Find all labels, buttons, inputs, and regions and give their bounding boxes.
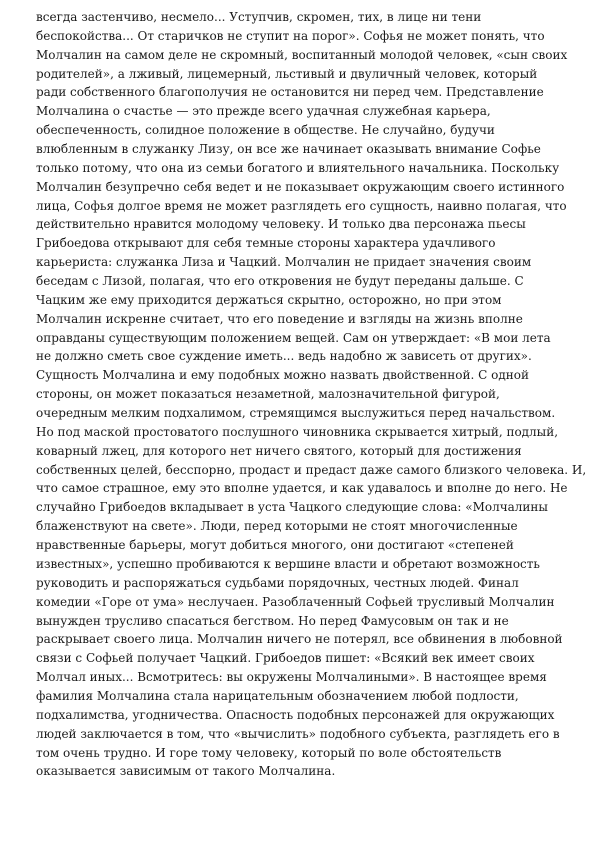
text-line: раскрывает своего лица. Молчалин ничего не потерял, все обвинения в любовной [36, 632, 563, 647]
text-line: руководить и распоряжаться судьбами порядочных, честных людей. Финал [36, 575, 519, 590]
text-line: Сущность Молчалина и ему подобных можно назвать двойственной. С одной [36, 368, 529, 383]
essay-text [36, 8, 595, 781]
text-line: Молчал иных... Всмотритесь: вы окружены Молчалиными». В настоящее время [36, 670, 547, 685]
text-line: не должно сметь свое суждение иметь... ведь надобно ж зависеть от других». [36, 349, 532, 364]
text-line: известных», успешно пробиваются к вершине власти и обретают возможность [36, 556, 540, 571]
text-line: беседам с Лизой, полагая, что его откровения не будут переданы дальше. С [36, 274, 524, 289]
text-line: случайно Грибоедов вкладывает в уста Чацкого следующие слова: «Молчалины [36, 500, 548, 515]
text-line: комедии «Горе от ума» неслучаен. Разоблаченный Софьей трусливый Молчалин [36, 594, 555, 609]
text-line: стороны, он может показаться незаметной, малозначительной фигурой, [36, 387, 500, 402]
text-line: нравственные барьеры, могут добиться многого, они достигают «степеней [36, 538, 514, 553]
text-line: вынужден трусливо спасаться бегством. Но перед Фамусовым он так и не [36, 613, 509, 628]
text-line: влюбленным в служанку Лизу, он все же начинает оказывать внимание Софье [36, 142, 541, 157]
text-line: подхалимства, угодничества. Опасность подобных персонажей для окружающих [36, 707, 555, 722]
text-line: блаженствуют на свете». Люди, перед которыми не стоят многочисленные [36, 519, 518, 534]
text-line: ради собственного благополучия не остановится ни перед чем. Представление [36, 85, 544, 100]
text-line: Молчалин искренне считает, что его поведение и взгляды на жизнь вполне [36, 311, 523, 326]
text-line: Чацким же ему приходится держаться скрытно, осторожно, но при этом [36, 292, 502, 307]
text-line: Грибоедова открывают для себя темные стороны характера удачливого [36, 236, 496, 251]
text-line: действительно нравится молодому человеку. И только два персонажа пьесы [36, 217, 526, 232]
text-line: людей заключается в том, что «вычислить» подобного субъекта, разглядеть его в [36, 726, 560, 741]
text-line: Молчалин на самом деле не скромный, воспитанный молодой человек, «сын своих [36, 47, 568, 62]
text-line: Молчалина о счастье — это прежде всего удачная служебная карьера, [36, 104, 491, 119]
text-line: родителей», а лживый, лицемерный, льстивый и двуличный человек, который [36, 66, 538, 81]
text-line: карьериста: служанка Лиза и Чацкий. Молчалин не придает значения своим [36, 255, 532, 270]
text-line: лица, Софья долгое время не может разглядеть его сущность, наивно полагая, что [36, 198, 567, 213]
text-line: связи с Софьей получает Чацкий. Грибоедов пишет: «Всякий век имеет своих [36, 651, 535, 666]
text-line: обеспеченность, солидное положение в обществе. Не случайно, будучи [36, 123, 495, 138]
text-line: фамилия Молчалина стала нарицательным обозначением любой подлости, [36, 688, 519, 703]
text-line: беспокойства... От старичков не ступит на порог». Софья не может понять, что [36, 28, 545, 43]
text-line: Но под маской простоватого послушного чиновника скрывается хитрый, подлый, [36, 424, 559, 439]
text-line: том очень трудно. И горе тому человеку, который по воле обстоятельств [36, 745, 502, 760]
text-line: собственных целей, бесспорно, продаст и предаст даже самого близкого человека. И, [36, 462, 587, 477]
text-line: всегда застенчиво, несмело... Уступчив, скромен, тих, в лице ни тени [36, 10, 482, 24]
text-line: оказывается зависимым от такого Молчалина. [36, 764, 336, 779]
text-line: очередным мелким подхалимом, стремящимся выслужиться перед начальством. [36, 406, 556, 421]
text-line: что самое страшное, ему это вполне удается, и как удавалось и вполне до него. Не [36, 481, 568, 496]
text-line: Молчалин безупречно себя ведет и не показывает окружающим своего истинного [36, 179, 565, 194]
text-line: только потому, что она из семьи богатого и влиятельного начальника. Поскольку [36, 160, 560, 175]
text-line: коварный лжец, для которого нет ничего святого, который для достижения [36, 443, 522, 458]
text-line: оправданы существующим положением вещей. Сам он утверждает: «В мои лета [36, 330, 551, 345]
